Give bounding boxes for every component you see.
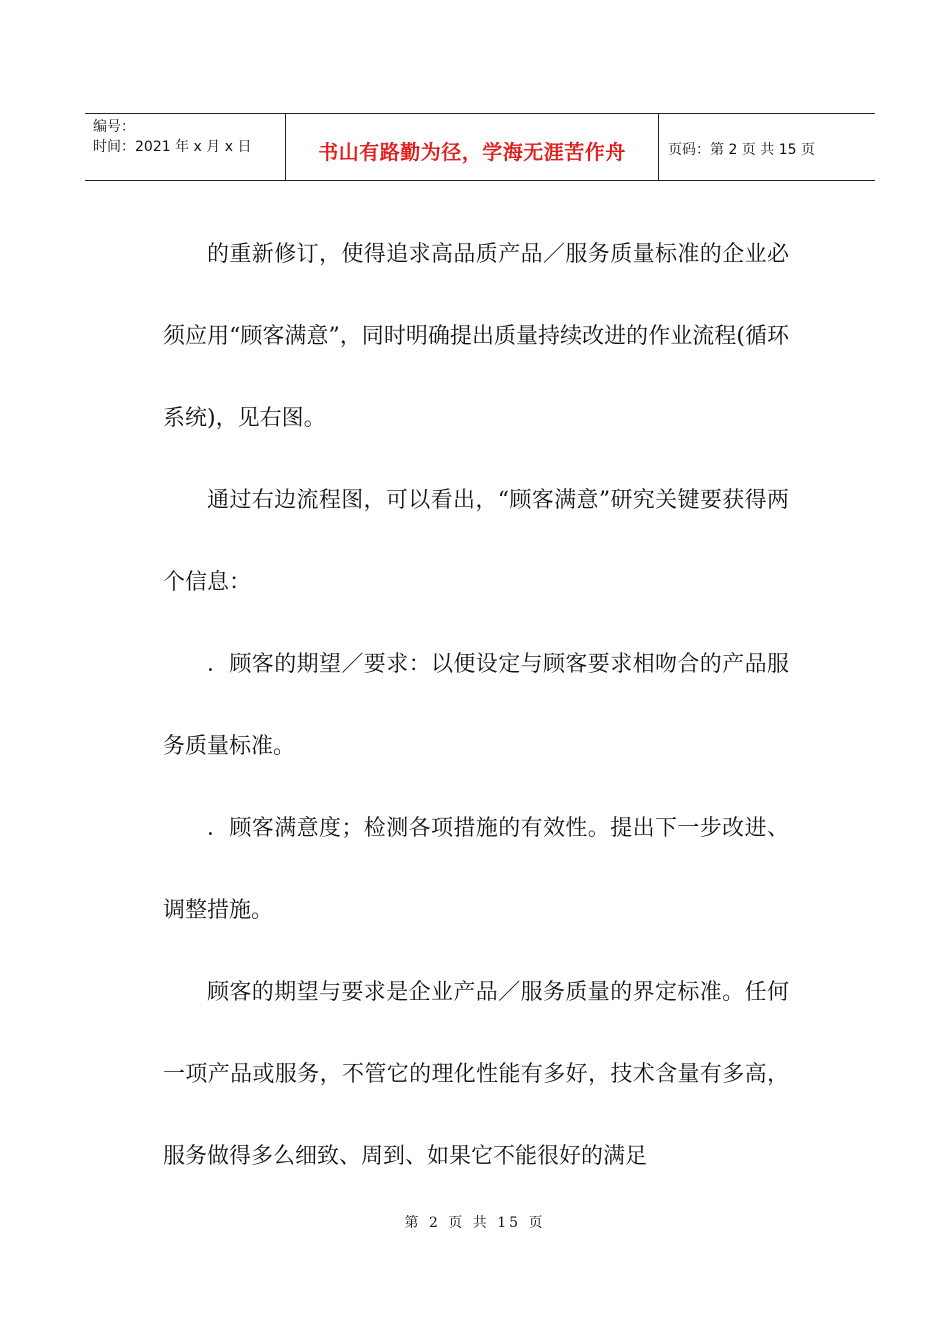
paragraph: ．顾客满意度；检测各项措施的有效性。提出下一步改进、调整措施。 xyxy=(163,816,789,923)
paragraph: 通过右边流程图，可以看出，“顾客满意”研究关键要获得两个信息： xyxy=(163,488,789,595)
header-motto-cell xyxy=(286,114,659,180)
time-label: 时间：2021 年 x 月 x 日 xyxy=(93,139,252,155)
header-page-cell xyxy=(659,114,875,180)
header-meta-cell xyxy=(85,114,286,180)
document-body xyxy=(163,214,789,1198)
paragraph: 的重新修订，使得追求高品质产品／服务质量标准的企业必须应用“顾客满意”，同时明确提出质量持续改进的作业流程(循环系统)，见右图。 xyxy=(163,242,789,431)
paragraph: 顾客的期望与要求是企业产品／服务质量的界定标准。任何一项产品或服务，不管它的理化性能有多好，技术含量有多高，服务做得多么细致、周到、如果它不能很好的满足 xyxy=(163,980,789,1169)
serial-label: 编号： xyxy=(93,119,135,135)
paragraph: ．顾客的期望／要求：以便设定与顾客要求相吻合的产品服务质量标准。 xyxy=(163,652,789,759)
page-footer xyxy=(0,1212,950,1232)
motto-text: 书山有路勤为径，学海无涯苦作舟 xyxy=(318,139,626,164)
footer-page-number: 第 2 页 共 15 页 xyxy=(404,1215,546,1231)
page-code: 页码：第 2 页 共 15 页 xyxy=(668,142,815,158)
document-header xyxy=(85,113,875,181)
